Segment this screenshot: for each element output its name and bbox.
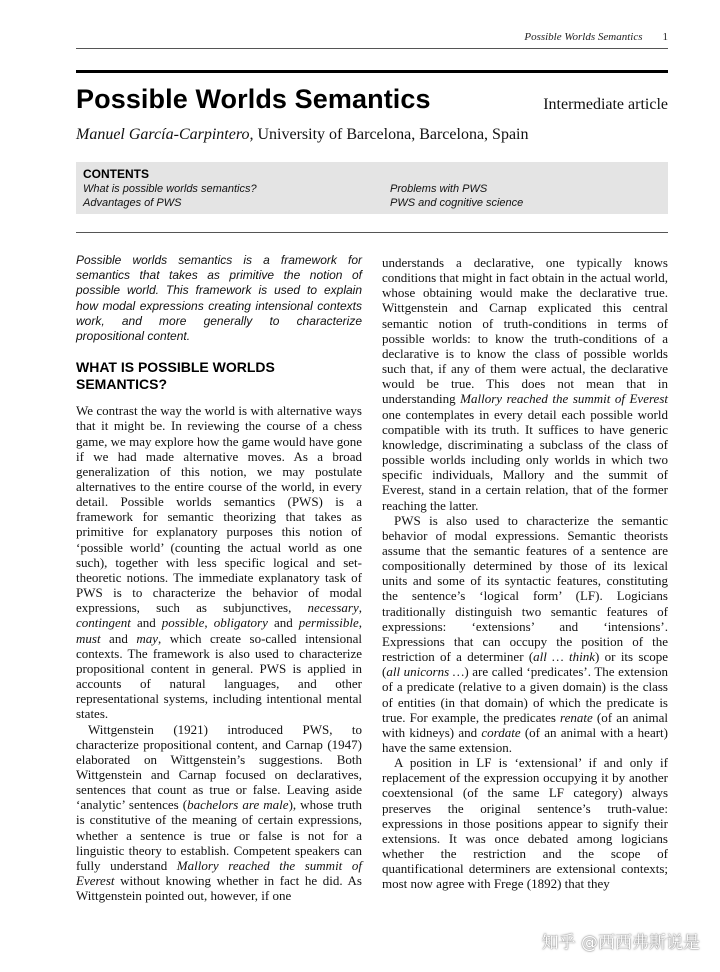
running-head (76, 31, 668, 43)
italic-term: bachelors are male (187, 797, 289, 813)
contents-heading: CONTENTS (83, 167, 149, 181)
header-rule (76, 48, 668, 49)
italic-term: Mallory reached the summit of Everest (76, 857, 363, 889)
paragraph (382, 513, 668, 756)
contents-item[interactable]: What is possible worlds semantics? (83, 183, 257, 195)
text-run: without knowing whether in fact he did. As Wittgenstein pointed out, however, if one (76, 873, 362, 904)
left-column (76, 253, 362, 903)
text-run: (of an animal with kidneys) and (382, 709, 668, 740)
text-run: ), whose truth is constitutive of the meaning of certain expressions, whether a sentence is true or false is not for a linguistic theory to establish. Competent speakers can fully understand (76, 797, 363, 873)
text-run: PWS is also used to characterize the semantic behavior of modal expressions. Semantic theorists assume that the semantic features of a sentence are compositionally determined by those of its lexical units and some of its syntactic features, constituting the sentence’s ‘logical form’ (LF). Logicians traditionally distinguish two semantic features of expressions: ‘extensions’ and ‘intensions’. Expressions that can occupy the position of the restriction of a determiner ( (382, 512, 668, 665)
text-run: and (267, 615, 299, 631)
contents-item[interactable]: Advantages of PWS (83, 197, 182, 209)
right-body (382, 255, 668, 892)
text-run: ) or its scope ( (382, 649, 668, 680)
contents-list (83, 182, 661, 210)
abstract: Possible worlds semantics is a framework for semantics that takes as primitive the notion of possible world. This framework is used to explain how modal expressions creating intensional contexts work, and more generally to characterize propositional content. (76, 253, 362, 344)
paragraph: A position in LF is ‘extensional’ if and only if replacement of the expression occupying it by another coextensional (of the same LF category) always preserves the original sentence’s truth-value: expressions in those positions appear to signify their extensions. It was once debated among logicians whether the restriction and the scope of quantificational determiners are extensional contexts; most now agree with Frege (1892) that they (382, 755, 668, 892)
italic-term: contingent (76, 615, 131, 631)
right-column (382, 255, 668, 892)
watermark: 知乎 @西西弗斯说是 (541, 933, 700, 953)
text-run: , (358, 600, 362, 616)
italic-term: may (136, 630, 158, 646)
italic-term: necessary (307, 600, 359, 616)
italic-term: renate (560, 709, 593, 725)
paragraph (382, 255, 668, 513)
contents-box (76, 162, 668, 214)
article-type: Intermediate article (543, 96, 668, 113)
text-run: (of an animal with a heart) have the same extension. (382, 724, 668, 755)
italic-term: obligatory (213, 615, 268, 631)
left-body (76, 403, 362, 903)
text-run: and (130, 615, 162, 631)
contents-item[interactable]: PWS and cognitive science (390, 197, 524, 209)
text-run: , (358, 615, 362, 631)
text-run: ) are called ‘predicates’. The extension of a predicate (relative to a given domain) is the class of entities (in that domain) of which the predicate is true. For example, the predicates (382, 664, 668, 725)
italic-term: cordate (481, 724, 521, 740)
article-title: Possible Worlds Semantics (76, 84, 431, 114)
text-run: understands a declarative, one typically knows conditions that might in fact obtain in the actual world, whose obtaining would make the declarative true. Wittgenstein and Carnap explicated this central semantic notion of truth-conditions in terms of possible worlds: to know the truth-conditions of a declarative is to know the class of possible worlds such that, if any of them were actual, the declarative would be true. This does not mean that in understanding (382, 255, 668, 407)
contents-item[interactable]: Problems with PWS (390, 183, 488, 195)
page-number: 1 (662, 31, 668, 43)
text-run: , (204, 615, 214, 631)
italic-term: all … think (533, 649, 596, 665)
text-run: and (100, 630, 137, 646)
title-rule (76, 70, 668, 73)
text-run: Wittgenstein (1921) introduced PWS, to characterize propositional content, and Carnap (1947) elaborated on Wittgenstein’s suggestions. Both Wittgenstein and Carnap focused on declaratives, sentences that count as true or false. Leaving aside ‘analytic’ sentences ( (76, 721, 362, 813)
text-run: , which create so-called intensional contexts. The framework is also used to characterize propositional content in general. PWS is applied in accounts of natural languages, and other representational systems, including intentional mental states. (76, 630, 362, 722)
author-name: Manuel García-Carpintero, (76, 126, 254, 143)
paragraph (76, 722, 362, 904)
author-line (76, 126, 529, 144)
italic-term: must (76, 630, 101, 646)
text-run: We contrast the way the world is with alternative ways that it might be. In reviewing the course of a chess game, we may explore how the game would have gone if we had made alternative moves. As a broad generalization of this notion, we may postulate alternatives to the entire course of the world, in every detail. Possible worlds semantics (PWS) is a framework for semantic theorizing that takes as primitive for explanatory purposes this notion of ‘possible world’ (counting the actual world as one such), together with less specific logical and set-theoretic notions. The immediate explanatory task of PWS is to characterize the behavior of modal expressions, such as subjunctives, (76, 403, 362, 616)
text-run: one contemplates in every detail each possible world compatible with its truth. It suffices to have generic knowledge, discriminating a subclass of the class of possible worlds including only worlds in which two specific individuals, Mallory and the summit of Everest, stand in a certain relation, that of the former reaching the latter. (382, 406, 668, 513)
author-affiliation: University of Barcelona, Barcelona, Spain (253, 126, 529, 143)
italic-term: possible (161, 615, 205, 631)
italic-term: all unicorns … (386, 664, 465, 680)
italic-term: Mallory reached the summit of Everest (460, 391, 668, 407)
section-heading: WHAT IS POSSIBLE WORLDS SEMANTICS? (76, 359, 275, 392)
contents-rule (76, 232, 668, 233)
running-head-title: Possible Worlds Semantics (524, 31, 643, 43)
italic-term: permissible (298, 615, 359, 631)
paragraph (76, 403, 362, 721)
